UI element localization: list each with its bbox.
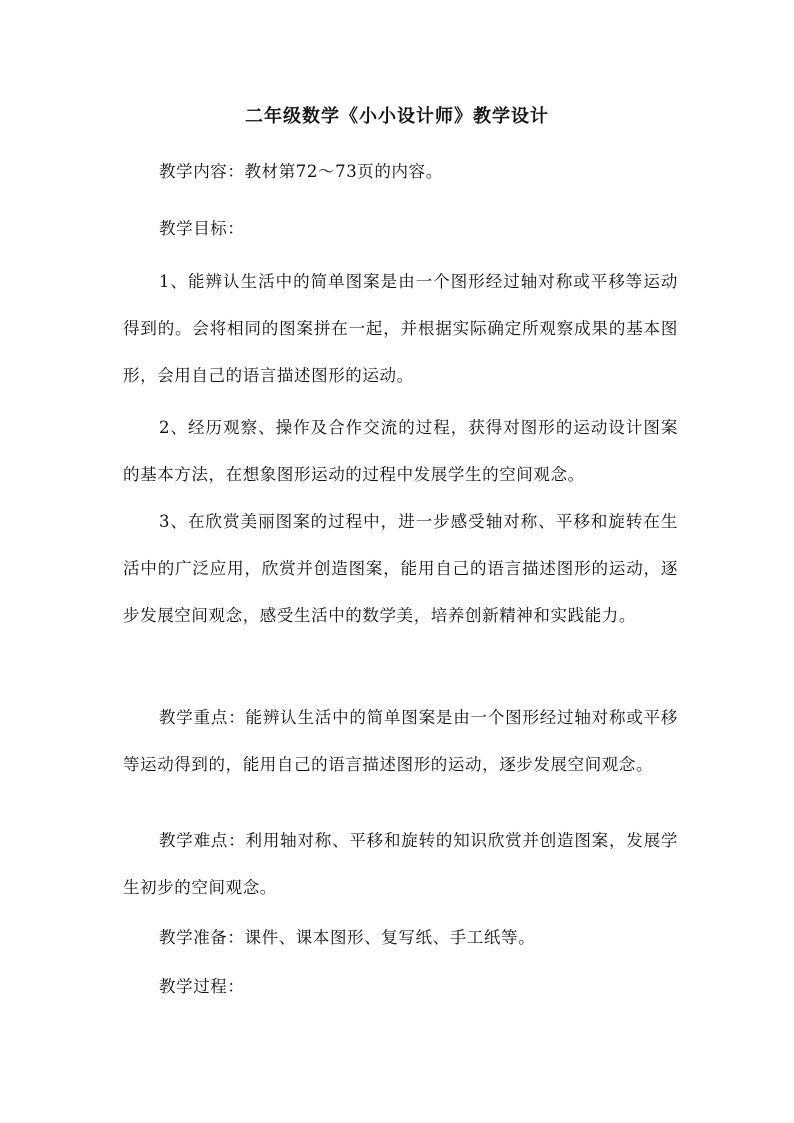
paragraph-difficulties: 教学难点：利用轴对称、平移和旋转的知识欣赏并创造图案，发展学生初步的空间观念。 xyxy=(123,831,678,897)
paragraph-key-points: 教学重点：能辨认生活中的简单图案是由一个图形经过轴对称或平移等运动得到的，能用自己的语言描述图形的运动，逐步发展空间观念。 xyxy=(123,708,678,774)
paragraph-goal-3: 3、在欣赏美丽图案的过程中，进一步感受轴对称、平移和旋转在生活中的广泛应用，欣赏并创造图案，能用自己的语言描述图形的运动，逐步发展空间观念，感受生活中的数学美，培养创新精神和实践能力。 xyxy=(123,512,678,625)
paragraph-teaching-content: 教学内容：教材第72～73页的内容。 xyxy=(159,162,443,181)
paragraph-goal-2: 2、经历观察、操作及合作交流的过程，获得对图形的运动设计图案的基本方法，在想象图形运动的过程中发展学生的空间观念。 xyxy=(123,418,678,484)
paragraph-process-heading: 教学过程： xyxy=(159,977,245,996)
paragraph-goal-1: 1、能辨认生活中的简单图案是由一个图形经过轴对称或平移等运动得到的。会将相同的图案拼在一起，并根据实际确定所观察成果的基本图形，会用自己的语言描述图形的运动。 xyxy=(123,272,678,385)
document-title: 二年级数学《小小设计师》教学设计 xyxy=(245,106,549,127)
paragraph-preparation: 教学准备：课件、课本图形、复写纸、手工纸等。 xyxy=(159,928,536,947)
paragraph-teaching-goals-heading: 教学目标： xyxy=(159,219,245,238)
